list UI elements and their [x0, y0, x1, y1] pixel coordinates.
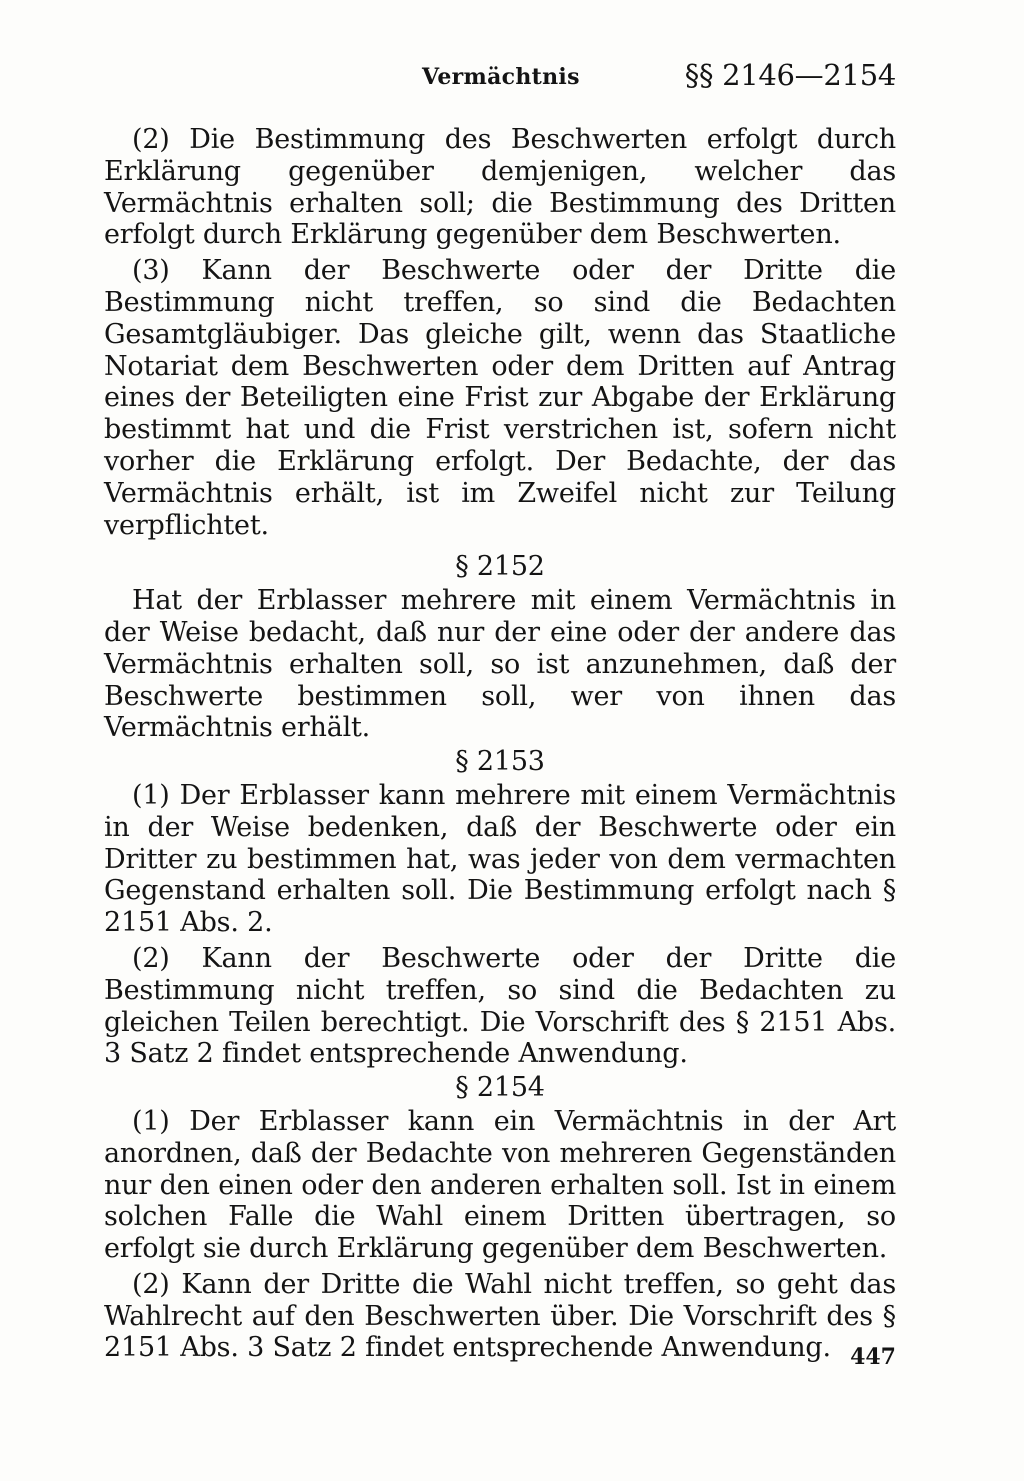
section-heading-2152: § 2152 [455, 551, 545, 583]
paragraph-2153-abs-2: (2) Kann der Beschwerte oder der Dritte die Bestimmung nicht treffen, so sind die Bedachten zu gleichen Teilen berechtigt. Die Vorschrift des § 2151 Abs. 3 Satz 2 findet entsprechende Anwendung. [104, 942, 896, 1070]
running-head [104, 58, 896, 98]
paragraph-2154-abs-1: (1) Der Erblasser kann ein Vermächtnis in der Art anordnen, daß der Bedachte von mehreren Gegenständen nur den einen oder den anderen erhalten soll. Ist in einem solchen Falle die Wahl einem Dritten übertragen, so erfolgt sie durch Erklärung gegenüber dem Beschwerten. [104, 1105, 896, 1265]
page-number: 447 [850, 1344, 896, 1370]
section-heading-2154: § 2154 [455, 1072, 545, 1104]
paragraph-2153-abs-1: (1) Der Erblasser kann mehrere mit einem Vermächtnis in der Weise bedenken, daß der Beschwerte oder ein Dritter zu bestimmen hat, was jeder von dem vermachten Gegenstand erhalten soll. Die Bestimmung erfolgt nach § 2151 Abs. 2. [104, 779, 896, 939]
paragraph-2151-abs-3: (3) Kann der Beschwerte oder der Dritte die Bestimmung nicht treffen, so sind die Bedachten Gesamtgläubiger. Das gleiche gilt, wenn das Staatliche Notariat dem Beschwerten oder dem Dritten auf Antrag eines der Beteiligten eine Frist zur Abgabe der Erklärung bestimmt hat und die Frist verstrichen ist, sofern nicht vorher die Erklärung erfolgt. Der Bedachte, der das Vermächtnis erhält, ist im Zweifel nicht zur Teilung verpflichtet. [104, 255, 896, 541]
paragraph-2151-abs-2: (2) Die Bestimmung des Beschwerten erfolgt durch Erklärung gegenüber demjenigen, welcher das Vermächtnis erhalten soll; die Bestimmung des Dritten erfolgt durch Erklärung gegenüber dem Beschwerten. [104, 124, 896, 251]
body-text [104, 124, 896, 1364]
paragraph-2154-abs-2: (2) Kann der Dritte die Wahl nicht treffen, so geht das Wahlrecht auf den Beschwerten über. Die Vorschrift des § 2151 Abs. 3 Satz 2 findet entsprechende Anwendung. [104, 1268, 896, 1364]
section-heading-2153: § 2153 [455, 746, 545, 778]
section-range: §§ 2146—2154 [684, 58, 896, 92]
running-title: Vermächtnis [422, 64, 580, 90]
paragraph-2152: Hat der Erblasser mehrere mit einem Vermächtnis in der Weise bedacht, daß nur der eine oder der andere das Vermächtnis erhalten soll, so ist anzunehmen, daß der Beschwerte bestimmen soll, wer von ihnen das Vermächtnis erhält. [104, 585, 896, 744]
